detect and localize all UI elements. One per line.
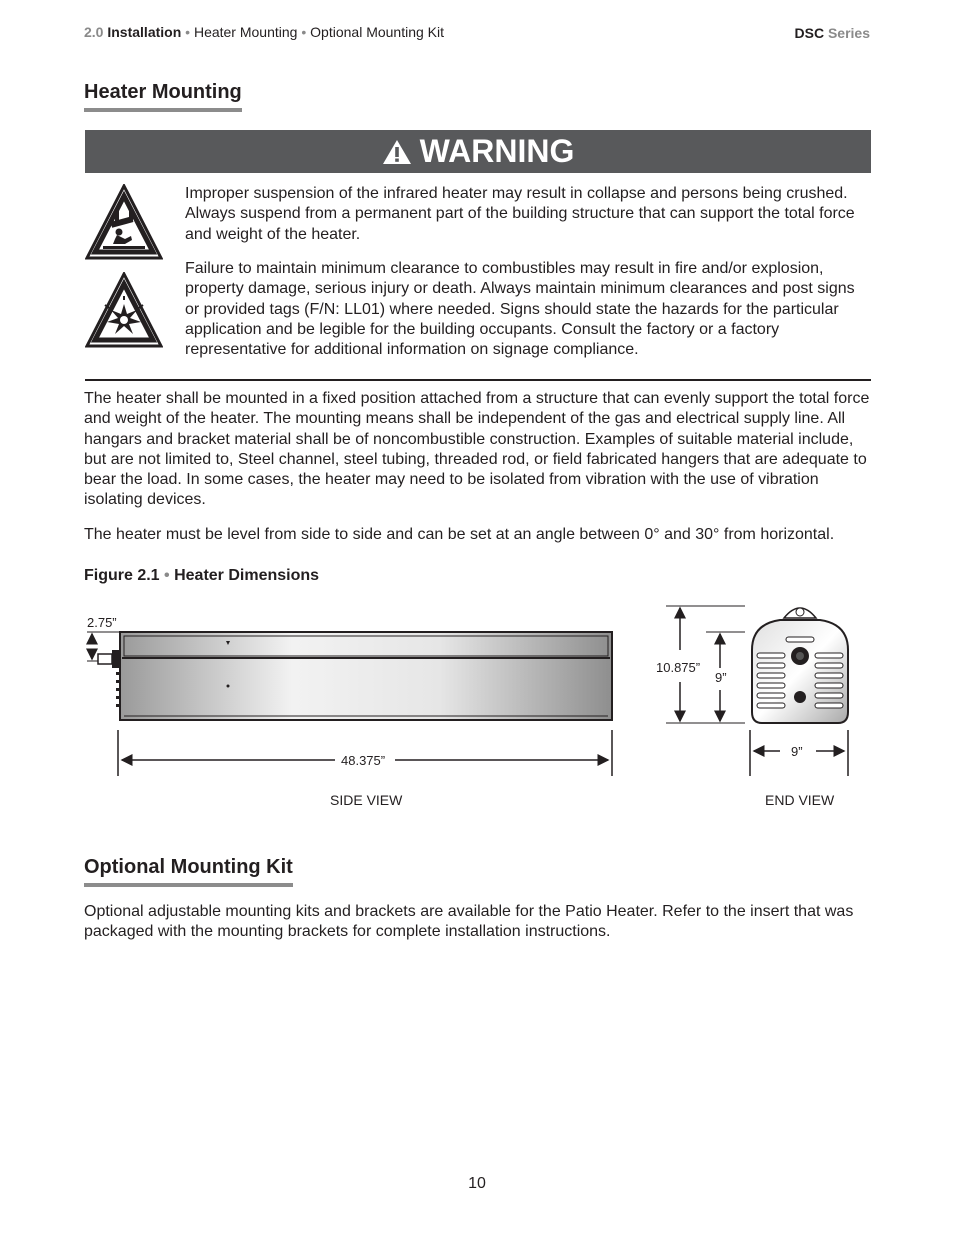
- end-body-height-label: 9”: [715, 670, 727, 685]
- heater-mounting-title: Heater Mounting: [84, 81, 242, 103]
- breadcrumb-heater-mounting: Heater Mounting: [193, 24, 298, 40]
- side-length-label: 48.375”: [341, 753, 386, 768]
- series-name: DSC: [794, 25, 825, 41]
- crush-hazard-icon: [85, 184, 163, 262]
- breadcrumb-optional-mounting-kit: Optional Mounting Kit: [310, 24, 445, 40]
- warning-text-clearance: Failure to maintain minimum clearance to combustibles may result in fire and/or explosion, property damage, serious injury or death. Always maintain minimum clearances and post signs or provided tags (F/N: LL01) where needed. Signs should state the hazards for the particular application and be legible for the building occupants. Consult the factory or a factory representative for additional information on signage compliance.: [185, 260, 855, 359]
- page-number: 10: [468, 1175, 486, 1192]
- warning-triangle-icon: [382, 139, 412, 165]
- figure-caption: Figure 2.1 • Heater Dimensions: [84, 567, 320, 584]
- mounting-paragraph: The heater shall be mounted in a fixed position attached from a structure that can evenly support the total force and weight of the heater. The mounting means shall be independent of the gas and electrical supply line. All hangars and bracket material shall be of noncombustible construction. Examples of suitable material include, but are not limited to, Steel channel, steel tubing, threaded rod, or field fabricated hangers that are adequate to bear the load. In some cases, the heater may need to be isolated from vibration with the use of vibration isolating devices.: [84, 390, 870, 509]
- optional-kit-heading: [84, 856, 293, 887]
- warning-label: WARNING: [419, 133, 575, 169]
- breadcrumb: 2.0 Installation • Heater Mounting • Optional Mounting Kit: [84, 24, 445, 40]
- explosion-hazard-icon: [85, 272, 163, 350]
- section-title: Installation: [107, 24, 182, 40]
- series-label: [795, 25, 871, 41]
- end-width-label: 9”: [791, 744, 803, 759]
- section-number: 2.0: [84, 24, 104, 40]
- optional-kit-paragraph: Optional adjustable mounting kits and brackets are available for the Patio Heater. Refer to the insert that was packaged with the mounting brackets for complete installation instructions.: [84, 903, 854, 941]
- heater-mounting-heading: [84, 81, 242, 112]
- level-paragraph: The heater must be level from side to side and can be set at an angle between 0° and 30° from horizontal.: [84, 526, 835, 543]
- end-total-height-label: 10.875”: [656, 660, 701, 675]
- warning-text-collapse: Improper suspension of the infrared heater may result in collapse and persons being crushed. Always suspend from a permanent part of the building structure that can support the total force and weight of the heater.: [185, 185, 855, 243]
- heater-side-body: [120, 632, 612, 720]
- figure-title: Heater Dimensions: [174, 567, 320, 584]
- divider: [85, 379, 871, 381]
- warning-banner: [85, 130, 871, 173]
- series-suffix: Series: [827, 25, 870, 41]
- side-height-label: 2.75”: [87, 615, 117, 630]
- figure-label: Figure 2.1: [84, 567, 160, 584]
- heater-end-body: [752, 608, 848, 723]
- side-view-label: SIDE VIEW: [330, 792, 403, 808]
- optional-kit-title: Optional Mounting Kit: [84, 856, 293, 878]
- end-view-label: END VIEW: [765, 792, 835, 808]
